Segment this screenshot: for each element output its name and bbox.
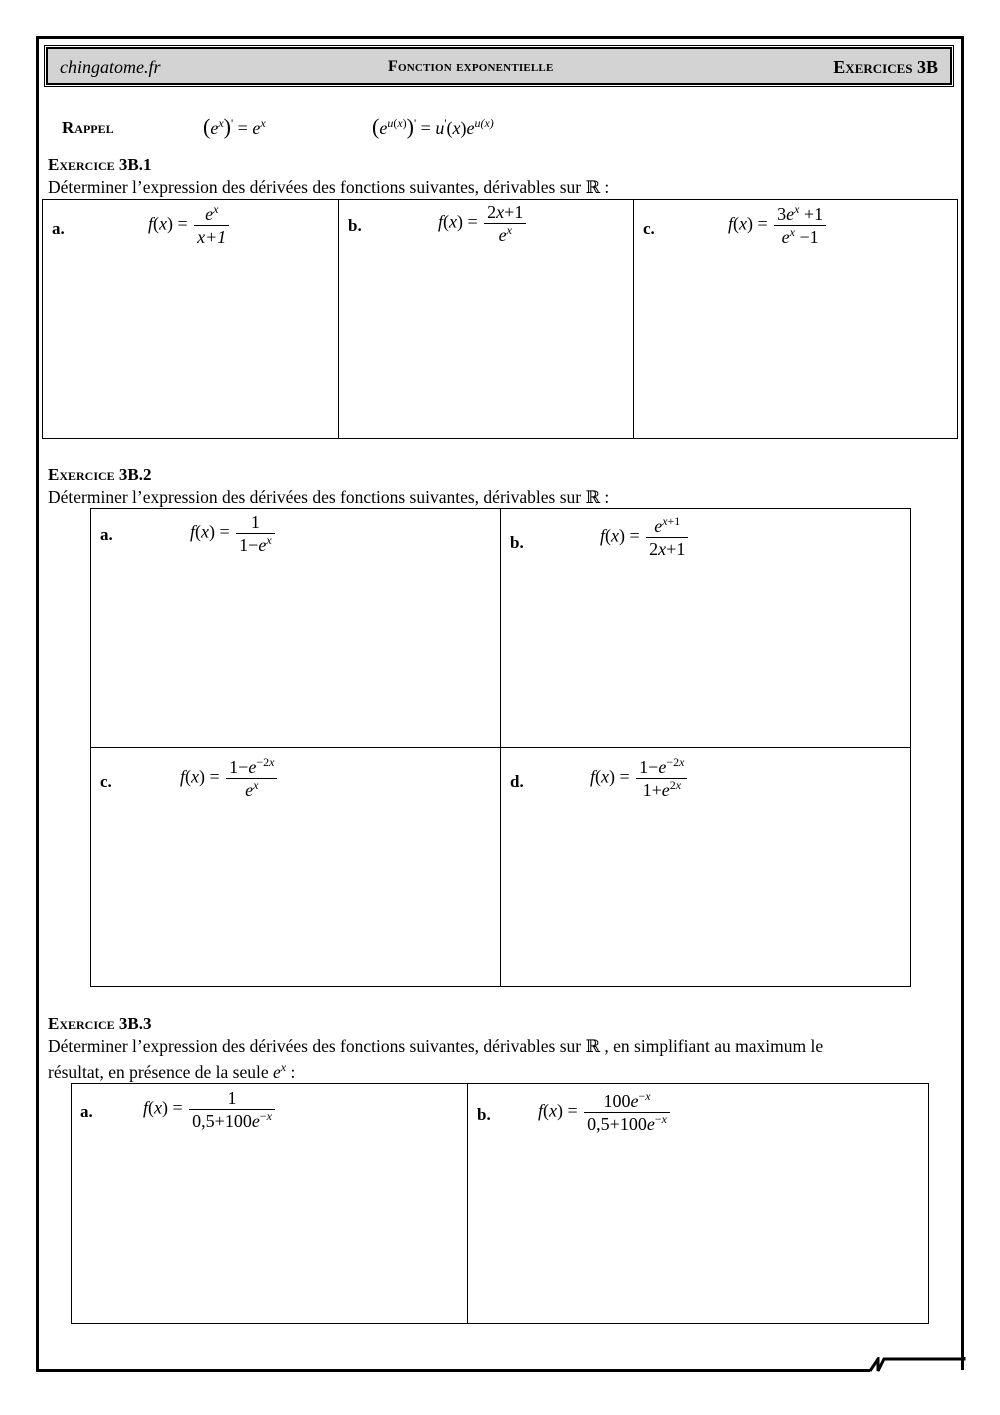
ex2-item-d-label: d.	[510, 772, 524, 791]
ex3-text-line1: Déterminer l’expression des dérivées des fonctions suivantes, dérivables sur ℝ , en simplifiant au maximum le	[48, 1036, 824, 1056]
ex2-item-d-formula: f(x) = $\frac{1-e^{-2x}}{1+e^{2x}}$	[590, 756, 689, 801]
ex2-item-a-formula: f(x) = $\frac{1}{1-e^x}$	[190, 511, 277, 556]
ex2-item-b-formula: f(x) = $\frac{e^{x+1}}{2x+1}$	[600, 515, 690, 560]
page-header	[46, 47, 952, 85]
rappel-formula-1: $(e^x)' = e^x$	[203, 114, 266, 139]
ex3-text-line2	[48, 1062, 295, 1083]
sheet-code: Exercices 3B	[833, 57, 938, 77]
ex1-text: Déterminer l’expression des dérivées des fonctions suivantes, dérivables sur ℝ :	[48, 177, 610, 197]
ex3-item-a-formula: f(x) = $\frac{1}{0,5+100e^{-x}}$	[143, 1087, 277, 1132]
ex2-text: Déterminer l’expression des dérivées des fonctions suivantes, dérivables sur ℝ :	[48, 487, 610, 507]
ex3-divider	[467, 1083, 468, 1324]
ex1-item-c-label: c.	[643, 219, 655, 238]
ex1-item-a-label: a.	[52, 219, 65, 238]
ex1-item-a-formula: f(x) = $\frac{e^x}{x+1}$	[148, 203, 231, 248]
ex3-item-a-label: a.	[80, 1102, 93, 1121]
topic-title: Fonction exponentielle	[388, 58, 554, 75]
page-frame-bottom	[36, 1369, 870, 1372]
rappel-label: Rappel	[62, 118, 114, 137]
ex1-item-b-formula: f(x) = $\frac{2x+1}{e^x}$	[438, 201, 528, 246]
ex2-item-c-formula: f(x) = $\frac{1-e^{-2x}}{e^x}$	[180, 756, 279, 801]
ex1-divider-2	[633, 199, 634, 439]
ex2-item-a-label: a.	[100, 525, 113, 544]
ex3-item-b-label: b.	[477, 1105, 491, 1124]
ex2-item-b-label: b.	[510, 533, 524, 552]
ex1-title: Exercice 3B.1	[48, 155, 152, 174]
ex1-divider-1	[338, 199, 339, 439]
page-corner-decoration	[868, 1357, 968, 1377]
ex1-item-b-label: b.	[348, 216, 362, 235]
ex2-title: Exercice 3B.2	[48, 465, 152, 484]
ex3-item-b-formula: f(x) = $\frac{100e^{-x}}{0,5+100e^{-x}}$	[538, 1090, 672, 1135]
ex1-item-c-formula: f(x) = $\frac{3e^x +1}{e^x -1}$	[728, 203, 828, 248]
ex2-item-c-label: c.	[100, 772, 112, 791]
ex3-text-line2-main: résultat, en présence de la seule	[48, 1062, 269, 1082]
site-name: chingatome.fr	[60, 57, 161, 77]
ex3-title: Exercice 3B.3	[48, 1014, 152, 1033]
ex3-text-line2-end: :	[290, 1062, 296, 1082]
ex2-divider-h	[90, 747, 911, 748]
rappel-formula-2: $(e^{u(x)})' = u'(x)e^{u(x)}$	[372, 114, 494, 139]
ex3-text-line2-symbol: $e^x$	[272, 1060, 287, 1082]
